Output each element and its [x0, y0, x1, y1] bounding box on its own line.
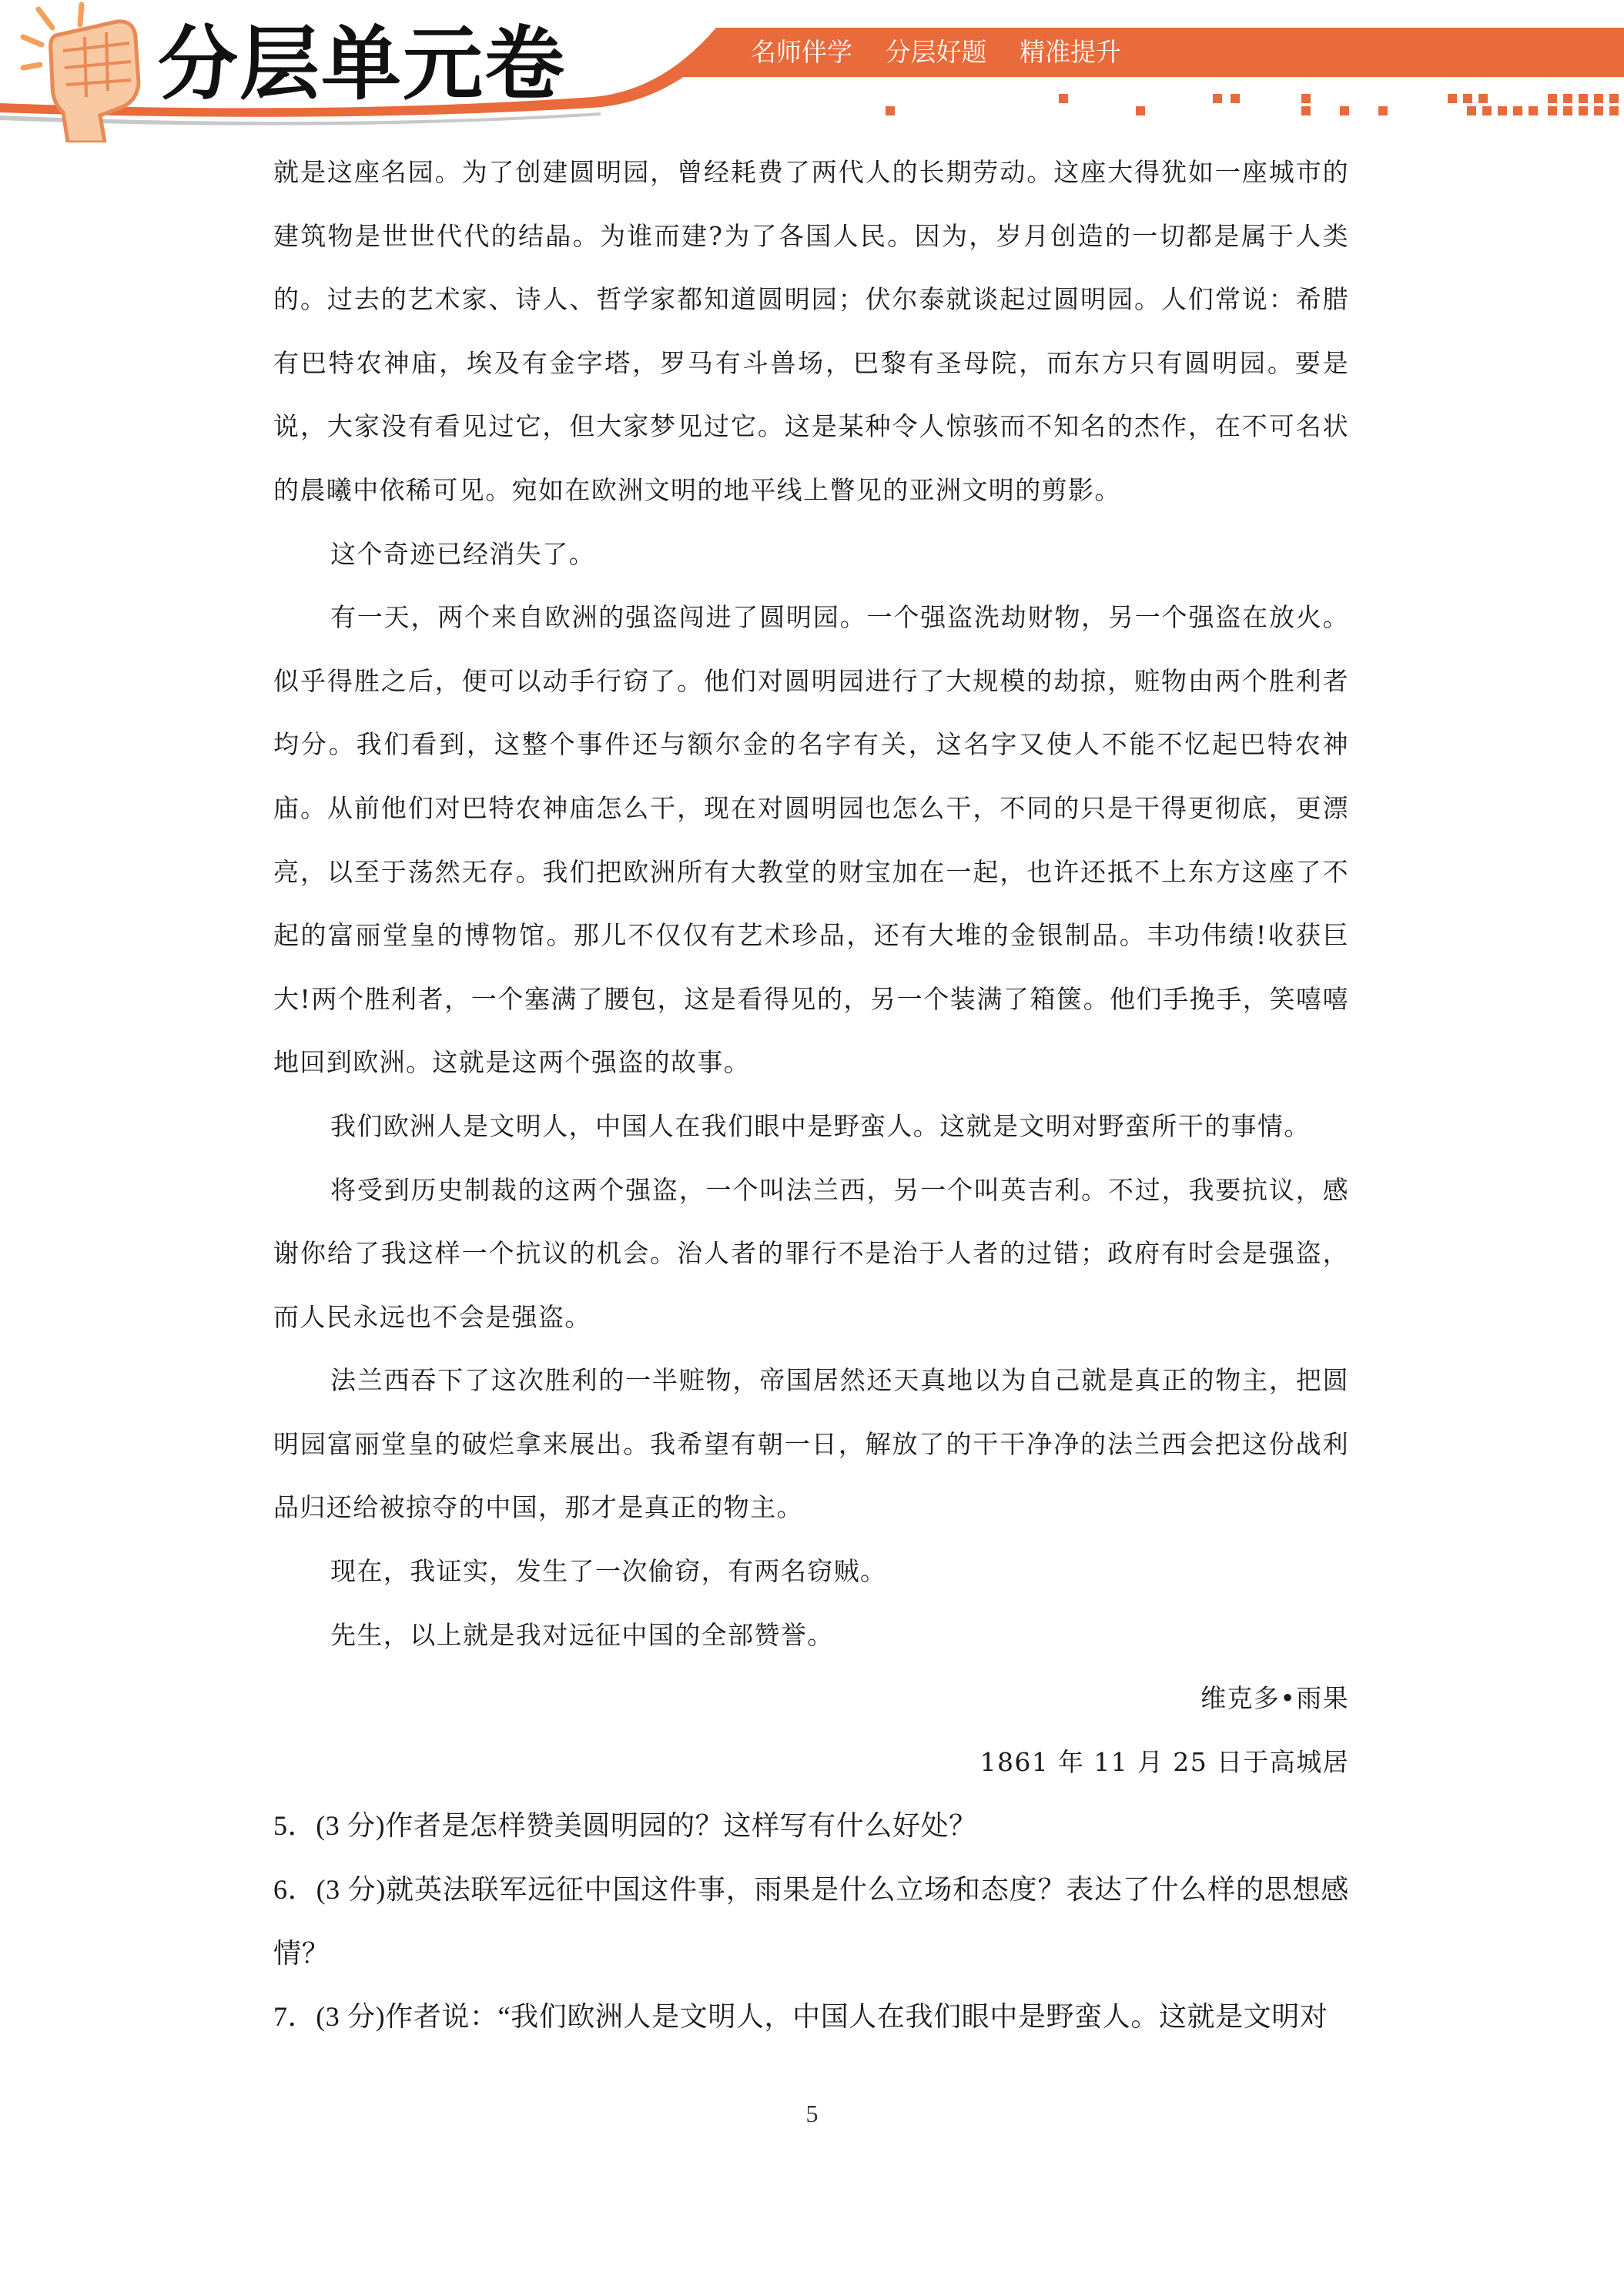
author-signature: 维克多•雨果 [1200, 1683, 1349, 1714]
page-number: 5 [805, 2100, 819, 2127]
page-header [0, 0, 1624, 131]
slogan-item: 分层好题 [885, 37, 987, 67]
passage-paragraph: 先生，以上就是我对远征中国的全部赞誉。 [330, 1619, 834, 1650]
fist-icon [8, 0, 162, 142]
passage-paragraph: 将受到历史制裁的这两个强盗，一个叫法兰西，另一个叫英吉利。不过，我要抗议，感谢你给了我这样一个抗议的机会。治人者的罪行不是治于人者的过错；政府有时会是强盗，而人民永远也不会是强盗。 [273, 1174, 1349, 1332]
slogan-item: 精准提升 [1020, 37, 1121, 67]
passage-paragraph: 就是这座名园。为了创建圆明园，曾经耗费了两代人的长期劳动。这座大得犹如一座城市的建筑物是世世代代的结晶。为谁而建?为了各国人民。因为，岁月创造的一切都是属于人类的。过去的艺术家、诗人、哲学家都知道圆明园；伏尔泰就谈起过圆明园。人们常说：希腊有巴特农神庙，埃及有金字塔，罗马有斗兽场，巴黎有圣母院，而东方只有圆明园。要是说，大家没有看见过它，但大家梦见过它。这是某种令人惊骇而不知名的杰作，在不可名状的晨曦中依稀可见。宛如在欧洲文明的地平线上瞥见的亚洲文明的剪影。 [273, 157, 1349, 505]
reading-passage [273, 141, 1349, 2049]
header-slogans [751, 29, 1146, 75]
passage-paragraph: 现在，我证实，发生了一次偷窃，有两名窃贼。 [330, 1556, 887, 1587]
slogan-item: 名师伴学 [751, 37, 852, 67]
passage-paragraph: 有一天，两个来自欧洲的强盗闯进了圆明园。一个强盗洗劫财物，另一个强盗在放火。似乎得胜之后，便可以动手行窃了。他们对圆明园进行了大规模的劫掠，赃物由两个胜利者均分。我们看到，这整个事件还与额尔金的名字有关，这名字又使人不能不忆起巴特农神庙。从前他们对巴特农神庙怎么干，现在对圆明园也怎么干，不同的只是干得更彻底，更漂亮，以至于荡然无存。我们把欧洲所有大教堂的财宝加在一起，也许还抵不上东方这座了不起的富丽堂皇的博物馆。那儿不仅仅有艺术珍品，还有大堆的金银制品。丰功伟绩!收获巨大!两个胜利者，一个塞满了腰包，这是看得见的，另一个装满了箱箧。他们手挽手，笑嘻嘻地回到欧洲。这就是这两个强盗的故事。 [273, 602, 1349, 1078]
passage-paragraph: 法兰西吞下了这次胜利的一半赃物，帝国居然还天真地以为自己就是真正的物主，把圆明园富丽堂皇的破烂拿来展出。我希望有朝一日，解放了的干干净净的法兰西会把这份战利品归还给被掠夺的中国，那才是真正的物主。 [273, 1365, 1349, 1523]
letter-date: 1861 年 11 月 25 日于高城居 [979, 1746, 1349, 1777]
question-7: 7．(3 分)作者说：“我们欧洲人是文明人，中国人在我们眼中是野蛮人。这就是文明对 [273, 2001, 1328, 2033]
question-5: 5．(3 分)作者是怎样赞美圆明园的？这样写有什么好处？ [273, 1810, 977, 1842]
passage-paragraph: 我们欧洲人是文明人，中国人在我们眼中是野蛮人。这就是文明对野蛮所干的事情。 [330, 1110, 1311, 1141]
question-6: 6．(3 分)就英法联军远征中国这件事，雨果是什么立场和态度？表达了什么样的思想感情？ [273, 1874, 1349, 1969]
passage-paragraph: 这个奇迹已经消失了。 [330, 538, 595, 569]
brand-title: 分层单元卷 [158, 17, 567, 111]
